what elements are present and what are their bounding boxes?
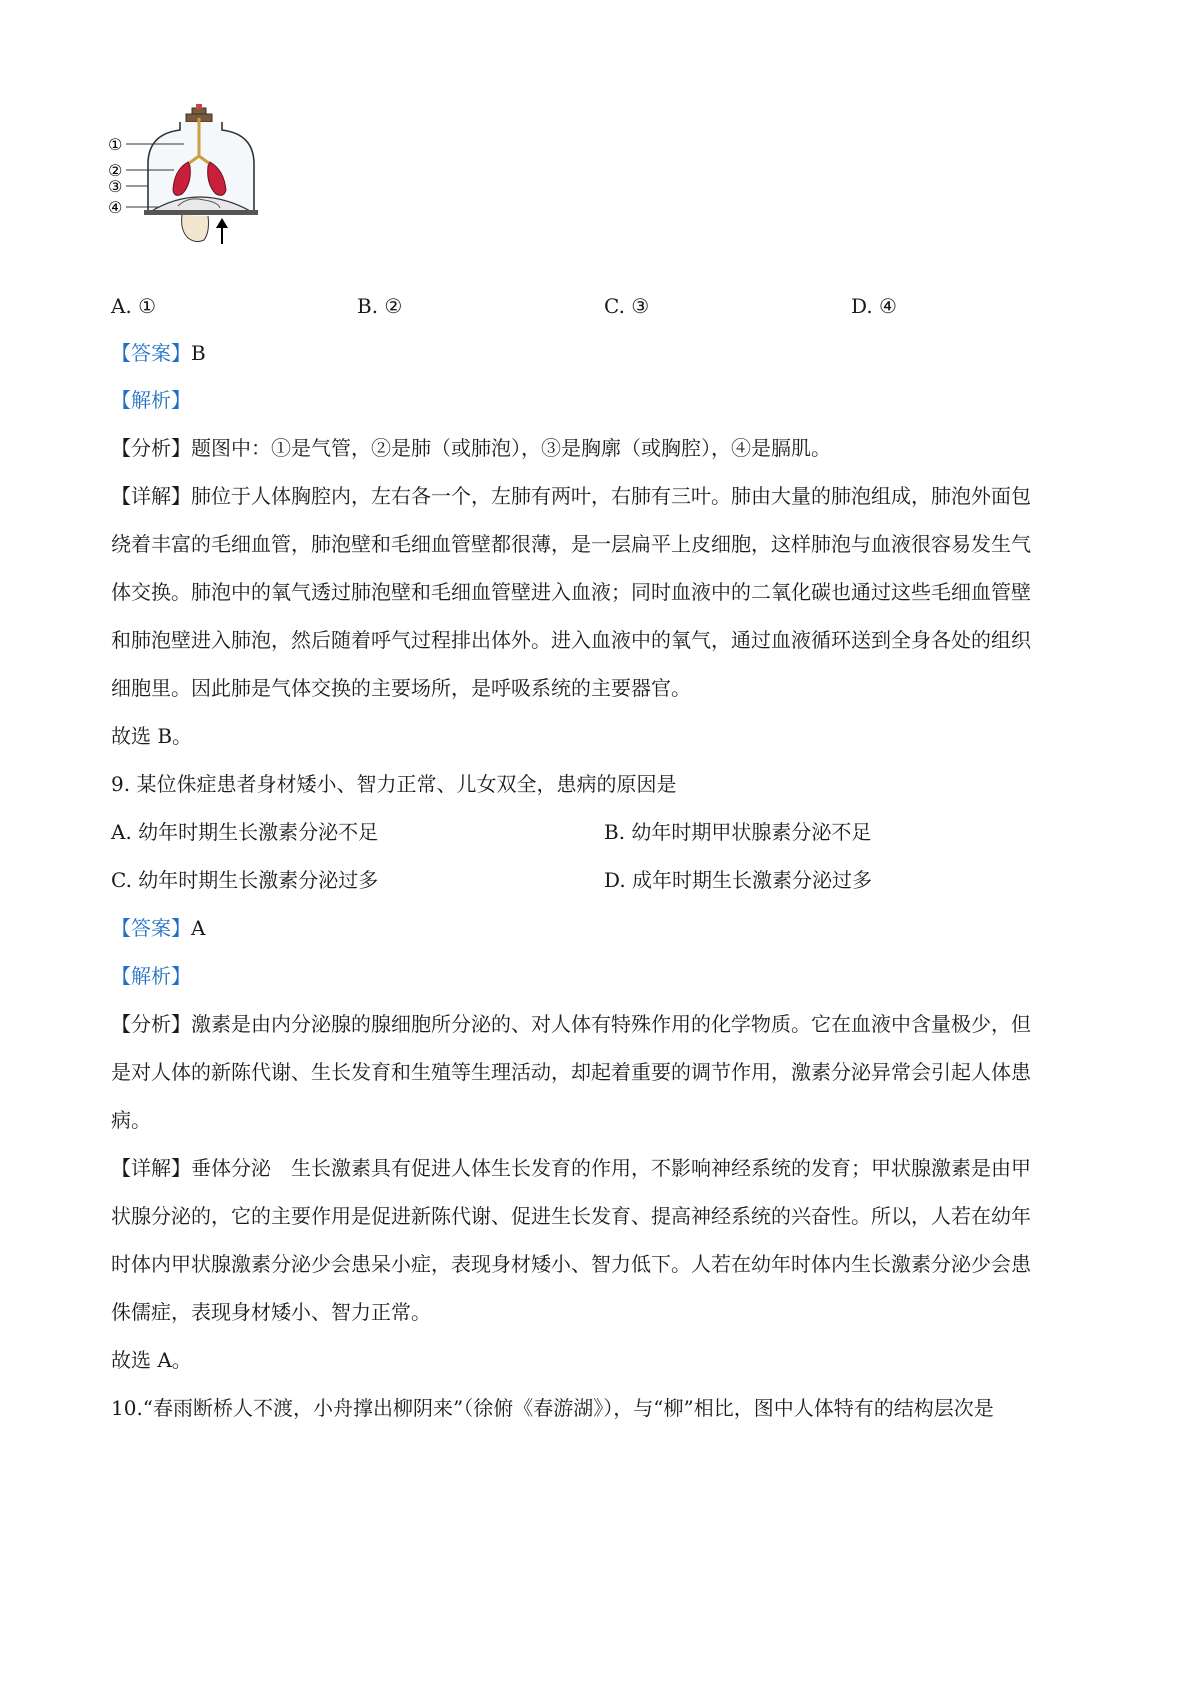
xiangjie-tag: 【详解】 [111,1156,191,1180]
answer-tag: 【答案】 [111,916,191,940]
q9-xiangjie-line-1 [111,1154,1111,1182]
q9-option-b: B. 幼年时期甲状腺素分泌不足 [604,820,872,844]
q8-xiangjie-line-5: 细胞里。因此肺是气体交换的主要场所，是呼吸系统的主要器官。 [111,676,691,700]
q10-stem: 10.“春雨断桥人不渡，小舟撑出柳阴来”（徐俯《春游湖》），与“柳”相比，图中人体特有的结构层次是 [111,1396,994,1420]
q9-analysis-tag: 【解析】 [111,964,191,988]
fenxi-tag: 【分析】 [111,436,191,460]
q8-option-a: A. ① [111,294,157,318]
xiangjie-tag: 【详解】 [111,484,191,508]
q8-option-d: D. ④ [851,294,897,318]
label-3: ③ [108,177,123,196]
q8-option-b: B. ② [357,294,403,318]
q9-xiangjie-line-3: 时体内甲状腺激素分泌少会患呆小症，表现身材矮小、智力低下。人若在幼年时体内生长激素分泌少会患 [111,1252,1031,1276]
q9-xiangjie-line-2: 状腺分泌的，它的主要作用是促进新陈代谢、促进生长发育、提高神经系统的兴奋性。所以，人若在幼年 [111,1204,1031,1228]
q9-option-a: A. 幼年时期生长激素分泌不足 [111,820,379,844]
q9-fenxi-line-2: 是对人体的新陈代谢、生长发育和生殖等生理活动，却起着重要的调节作用，激素分泌异常会引起人体患 [111,1060,1031,1084]
q8-fenxi [111,434,1111,462]
q8-xiangjie-text-1: 肺位于人体胸腔内，左右各一个，左肺有两叶，右肺有三叶。肺由大量的肺泡组成，肺泡外面包 [191,484,1031,508]
q9-xiangjie-text-1: 垂体分泌 生长激素具有促进人体生长发育的作用，不影响神经系统的发育；甲状腺激素是由甲 [191,1156,1031,1180]
q9-stem: 9. 某位侏症患者身材矮小、智力正常、儿女双全，患病的原因是 [111,772,677,796]
q8-xiangjie-line-3: 体交换。肺泡中的氧气透过肺泡壁和毛细血管壁进入血液；同时血液中的二氧化碳也通过这些毛细血管壁 [111,580,1031,604]
q8-option-c: C. ③ [604,294,650,318]
q9-xiangjie-line-4: 侏儒症，表现身材矮小、智力正常。 [111,1300,431,1324]
label-1: ① [108,135,123,154]
q9-fenxi-line-3: 病。 [111,1108,151,1132]
q9-fenxi-text-1: 激素是由内分泌腺的腺细胞所分泌的、对人体有特殊作用的化学物质。它在血液中含量极少，但 [191,1012,1031,1036]
lung-model-figure [108,104,270,269]
q9-option-c: C. 幼年时期生长激素分泌过多 [111,868,379,892]
fenxi-tag: 【分析】 [111,1012,191,1036]
q8-xiangjie-line-1 [111,482,1111,510]
q9-conclusion: 故选 A。 [111,1348,192,1372]
label-4: ④ [108,198,123,217]
q9-fenxi-line-1 [111,1010,1111,1038]
q8-fenxi-text: 题图中：①是气管，②是肺（或肺泡），③是胸廓（或胸腔），④是膈肌。 [191,436,831,460]
q9-answer-line [111,914,1111,942]
answer-tag: 【答案】 [111,341,191,365]
q8-answer-line [111,339,1111,367]
q8-analysis-tag: 【解析】 [111,388,191,412]
q8-conclusion: 故选 B。 [111,724,193,748]
q9-answer: A [191,916,206,940]
q9-option-d: D. 成年时期生长激素分泌过多 [604,868,873,892]
label-2: ② [108,161,123,180]
q8-answer: B [191,341,206,365]
q8-xiangjie-line-2: 绕着丰富的毛细血管，肺泡壁和毛细血管壁都很薄，是一层扁平上皮细胞，这样肺泡与血液很容易发生气 [111,532,1031,556]
q8-xiangjie-line-4: 和肺泡壁进入肺泡，然后随着呼气过程排出体外。进入血液中的氧气，通过血液循环送到全身各处的组织 [111,628,1031,652]
